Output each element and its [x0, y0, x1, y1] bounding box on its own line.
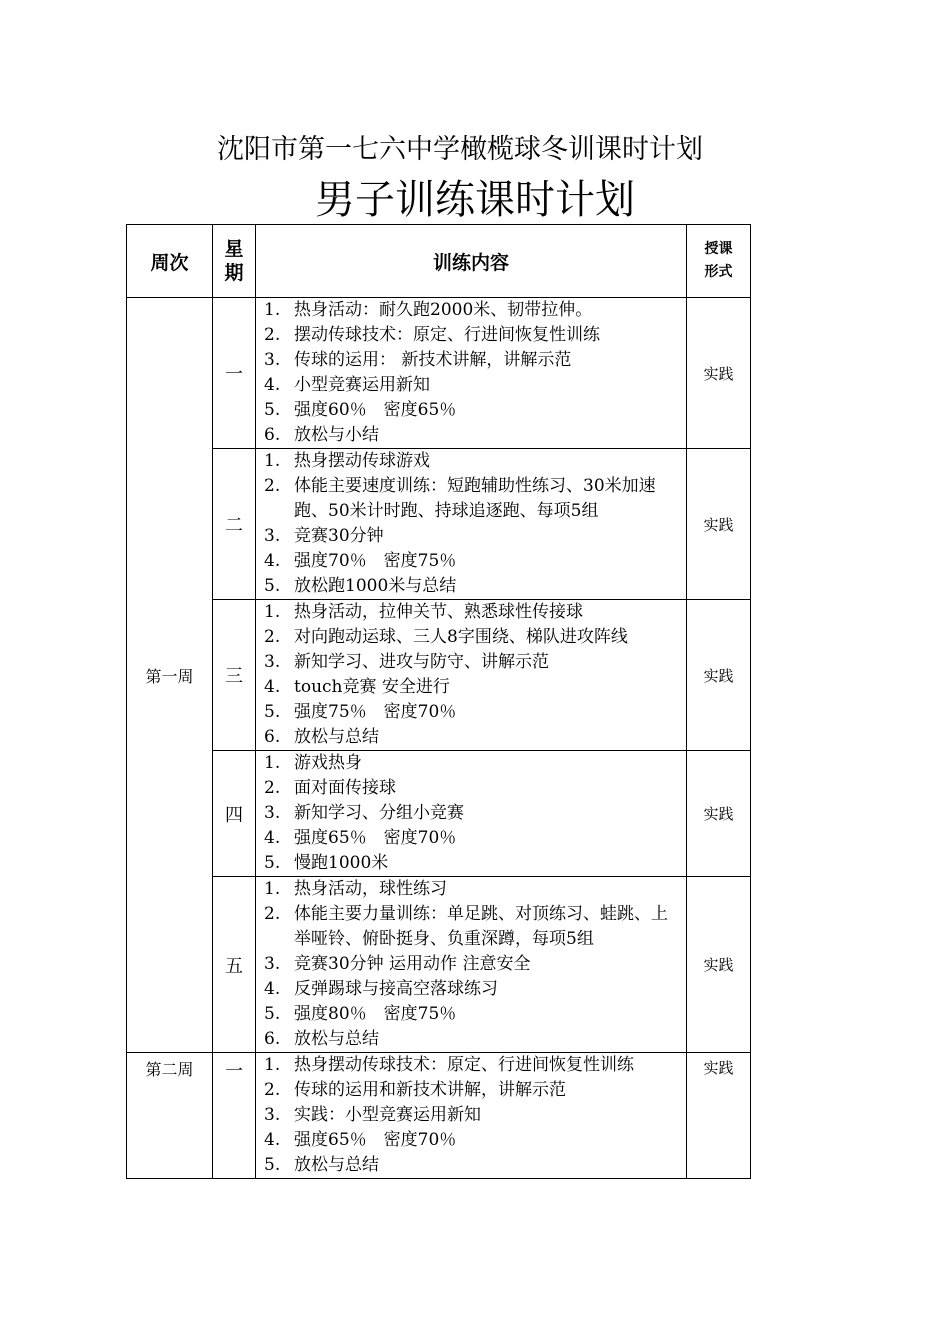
list-item: 6. 放松与总结: [264, 727, 379, 747]
list-item: 5. 强度80％ 密度75％: [264, 1004, 457, 1024]
list-item: 5. 慢跑1000米: [264, 853, 389, 873]
table-header-row: [127, 225, 751, 298]
day-label: 一: [213, 1053, 256, 1179]
day-label: 三: [213, 600, 256, 751]
header-week: 周次: [127, 225, 213, 298]
table-row: [127, 877, 751, 1053]
list-item: 6. 放松与总结: [264, 1029, 379, 1049]
content-cell: [256, 1053, 687, 1179]
list-item: 2. 面对面传接球: [264, 778, 396, 798]
list-item: 1. 热身活动，球性练习: [264, 879, 447, 899]
day-label: 五: [213, 877, 256, 1053]
week-label: 第二周: [127, 1053, 213, 1179]
list-item: 1. 热身活动，拉伸关节、熟悉球性传接球: [264, 602, 583, 622]
list-item: 4. 小型竞赛运用新知: [264, 375, 430, 395]
header-form: [687, 225, 751, 298]
list-item: 2. 对向跑动运球、三人8字围绕、梯队进攻阵线: [264, 627, 628, 647]
form-cell: 实践: [687, 600, 751, 751]
table-row: [127, 298, 751, 449]
table-row: [127, 600, 751, 751]
list-item: 5. 放松跑1000米与总结: [264, 576, 457, 596]
list-item: 3. 实践：小型竞赛运用新知: [264, 1105, 481, 1125]
form-cell: 实践: [687, 877, 751, 1053]
content-cell: [256, 298, 687, 449]
list-item: 3. 传球的运用： 新技术讲解，讲解示范: [264, 350, 572, 370]
list-item: 2. 摆动传球技术：原定、行进间恢复性训练: [264, 325, 600, 345]
list-item: 6. 放松与小结: [264, 425, 379, 445]
week-label: 第一周: [127, 298, 213, 1053]
list-item: 1. 热身摆动传球游戏: [264, 451, 430, 471]
list-item: 3. 竞赛30分钟 运用动作 注意安全: [264, 954, 531, 974]
table-row: [127, 1053, 751, 1179]
header-form-line2: 形式: [704, 264, 733, 280]
list-item: 3. 新知学习、进攻与防守、讲解示范: [264, 652, 549, 672]
form-cell: 实践: [687, 298, 751, 449]
list-item: 2. 传球的运用和新技术讲解，讲解示范: [264, 1080, 566, 1100]
day-label: 一: [213, 298, 256, 449]
list-item: 5. 强度60％ 密度65％: [264, 400, 457, 420]
list-item: 1. 热身摆动传球技术：原定、行进间恢复性训练: [264, 1055, 634, 1075]
content-cell: [256, 600, 687, 751]
list-item: 2. 体能主要力量训练：单足跳、对顶练习、蛙跳、上举哑铃、俯卧挺身、负重深蹲，每项5组: [264, 904, 668, 949]
list-item: 3. 新知学习、分组小竞赛: [264, 803, 464, 823]
list-item: 5. 强度75％ 密度70％: [264, 702, 457, 722]
form-cell: 实践: [687, 449, 751, 600]
list-item: 4. 强度70％ 密度75％: [264, 551, 457, 571]
list-item: 4. touch竞赛 安全进行: [264, 677, 450, 697]
content-cell: [256, 877, 687, 1053]
list-item: 3. 竞赛30分钟: [264, 526, 384, 546]
document-subtitle: 男子训练课时计划: [315, 177, 635, 223]
form-cell: 实践: [687, 751, 751, 877]
table-row: [127, 449, 751, 600]
list-item: 1. 热身活动：耐久跑2000米、韧带拉伸。: [264, 300, 593, 320]
content-cell: [256, 449, 687, 600]
table-row: [127, 751, 751, 877]
header-form-line1: 授课: [704, 241, 733, 257]
header-day: [213, 225, 256, 298]
list-item: 4. 强度65％ 密度70％: [264, 828, 457, 848]
list-item: 2. 体能主要速度训练：短跑辅助性练习、30米加速跑、50米计时跑、持球追逐跑、每项5组: [264, 476, 656, 521]
list-item: 4. 强度65％ 密度70％: [264, 1130, 457, 1150]
day-label: 二: [213, 449, 256, 600]
training-plan-table: [126, 224, 751, 1179]
document-title: 沈阳市第一七六中学橄榄球冬训课时计划: [217, 134, 703, 165]
header-content: 训练内容: [256, 225, 687, 298]
form-cell: 实践: [687, 1053, 751, 1179]
header-day-line1: 星: [224, 238, 244, 260]
list-item: 1. 游戏热身: [264, 753, 362, 773]
list-item: 4. 反弹踢球与接高空落球练习: [264, 979, 498, 999]
header-day-line2: 期: [224, 262, 244, 284]
list-item: 5. 放松与总结: [264, 1155, 379, 1175]
day-label: 四: [213, 751, 256, 877]
content-cell: [256, 751, 687, 877]
